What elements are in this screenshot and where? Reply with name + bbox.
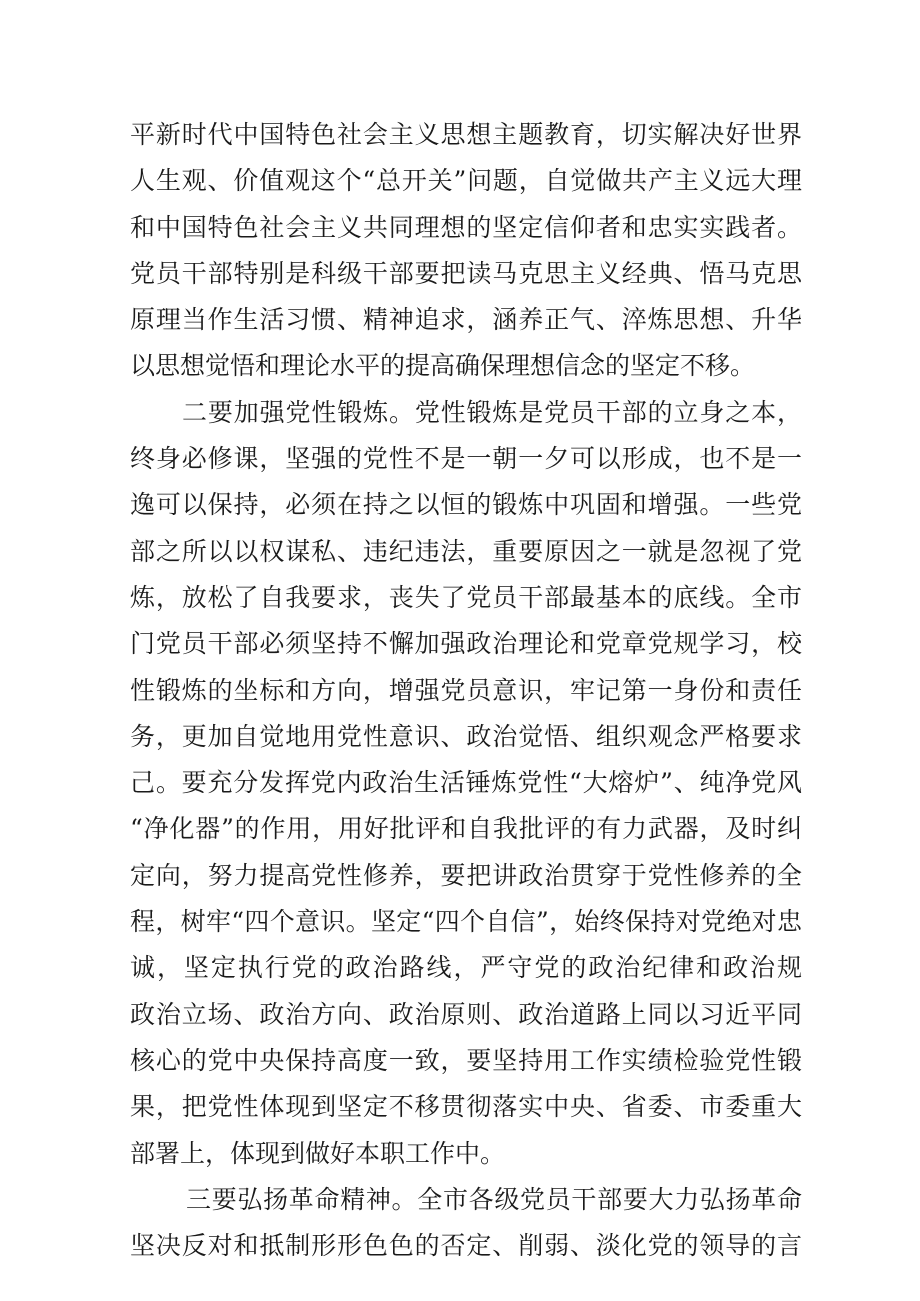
paragraph-line: 部之所以以权谋私、违纪违法，重要原因之一就是忽视了党 [130,536,802,566]
paragraph-line: 坚决反对和抵制形形色色的否定、削弱、淡化党的领导的言 [130,1231,802,1261]
paragraph-line: “净化器”的作用，用好批评和自我批评的有力武器，及时纠 [130,814,802,844]
paragraph-line: 三要弘扬革命精神。全市各级党员干部要大力弘扬革命 [186,1184,802,1214]
paragraph-line: 果，把党性体现到坚定不移贯彻落实中央、省委、市委重大 [130,1092,802,1122]
paragraph-line: 定向，努力提高党性修养，要把讲政治贯穿于党性修养的全 [130,860,802,890]
paragraph-line: 诚，坚定执行党的政治路线，严守党的政治纪律和政治规 [130,953,802,983]
paragraph-line: 以思想觉悟和理论水平的提高确保理想信念的坚定不移。 [130,351,756,381]
paragraph-line: 逸可以保持，必须在持之以恒的锻炼中巩固和增强。一些党 [130,490,802,520]
paragraph-line: 终身必修课，坚强的党性不是一朝一夕可以形成，也不是一 [130,444,802,474]
paragraph-line: 己。要充分发挥党内政治生活锤炼党性“大熔炉”、纯净党风 [130,768,802,798]
paragraph-line: 炼，放松了自我要求，丧失了党员干部最基本的底线。全市 [130,582,802,612]
paragraph-line: 程，树牢“四个意识。坚定“四个自信”，始终保持对党绝对忠 [130,907,802,937]
paragraph-line: 政治立场、政治方向、政治原则、政治道路上同以习近平同 [130,999,802,1029]
paragraph-line: 党员干部特别是科级干部要把读马克思主义经典、悟马克思 [130,258,802,288]
paragraph-line: 务，更加自觉地用党性意识、政治觉悟、组织观念严格要求 [130,721,802,751]
paragraph-line: 原理当作生活习惯、精神追求，涵养正气、淬炼思想、升华 [130,305,802,335]
paragraph-line: 平新时代中国特色社会主义思想主题教育，切实解决好世界 [130,120,802,149]
paragraph-line: 人生观、价值观这个“总开关”问题，自觉做共产主义远大理 [130,166,802,196]
paragraph-line: 性锻炼的坐标和方向，增强党员意识，牢记第一身份和责任 [130,675,802,705]
paragraph-line: 核心的党中央保持高度一致，要坚持用工作实绩检验党性锻 [130,1045,802,1075]
paragraph-line: 门党员干部必须坚持不懈加强政治理论和党章党规学习，校 [130,629,802,659]
body-text [130,112,802,1269]
paragraph-line: 部署上，体现到做好本职工作中。 [130,1138,506,1168]
paragraph-line: 和中国特色社会主义共同理想的坚定信仰者和忠实实践者。 [130,212,802,242]
paragraph-line: 二要加强党性锻炼。党性锻炼是党员干部的立身之本， [182,397,802,427]
